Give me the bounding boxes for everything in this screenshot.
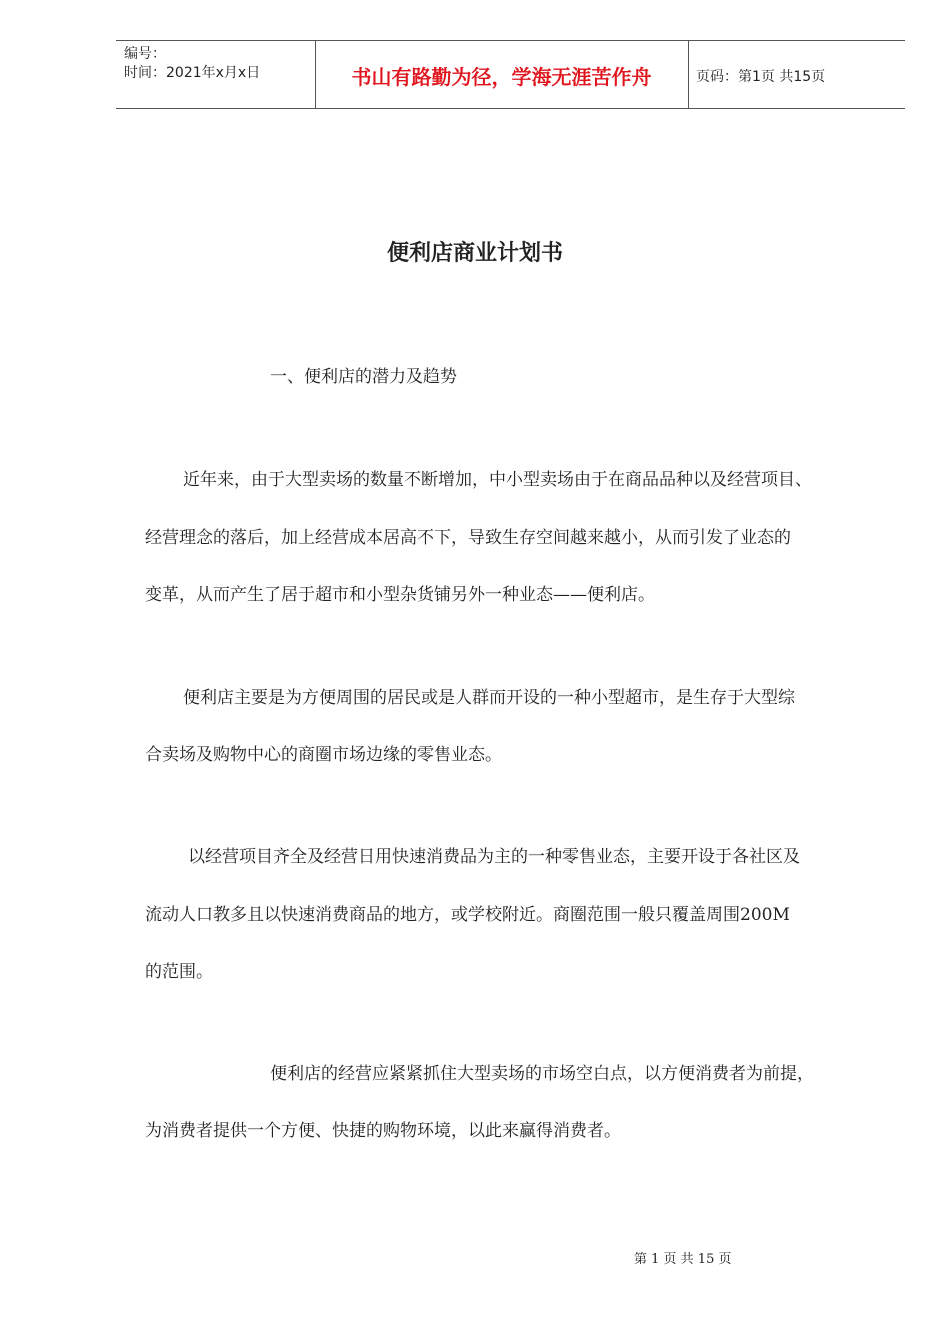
header-motto-cell xyxy=(315,41,689,108)
header-page-cell xyxy=(688,41,905,108)
paragraph-line: 经营理念的落后，加上经营成本居高不下，导致生存空间越来越小，从而引发了业态的 xyxy=(145,528,791,548)
document-header xyxy=(116,40,905,109)
document-title: 便利店商业计划书 xyxy=(386,241,563,266)
paragraph-line: 的范围。 xyxy=(145,962,213,982)
paragraph-line: 便利店的经营应紧紧抓住大型卖场的市场空白点，以方便消费者为前提， xyxy=(270,1064,814,1084)
paragraph-line: 为消费者提供一个方便、快捷的购物环境，以此来赢得消费者。 xyxy=(145,1121,621,1141)
date-label: 时间：2021年x月x日 xyxy=(124,65,261,81)
paragraph-line: 便利店主要是为方便周围的居民或是人群而开设的一种小型超市，是生存于大型综 xyxy=(183,688,795,708)
paragraph-line: 合卖场及购物中心的商圈市场边缘的零售业态。 xyxy=(145,745,502,765)
page-info: 页码：第1页 共15页 xyxy=(696,69,826,85)
number-label: 编号： xyxy=(124,46,166,62)
paragraph-line: 以经营项目齐全及经营日用快速消费品为主的一种零售业态，主要开设于各社区及 xyxy=(188,847,800,867)
paragraph-line: 近年来，由于大型卖场的数量不断增加，中小型卖场由于在商品品种以及经营项目、 xyxy=(183,470,812,490)
page-footer: 第 1 页 共 15 页 xyxy=(634,1252,732,1267)
paragraph-line: 变革，从而产生了居于超市和小型杂货铺另外一种业态——便利店。 xyxy=(145,585,655,605)
motto-text: 书山有路勤为径，学海无涯苦作舟 xyxy=(351,65,652,89)
section-heading: 一、便利店的潜力及趋势 xyxy=(270,367,457,387)
header-meta-cell xyxy=(116,41,316,108)
paragraph-line: 流动人口教多且以快速消费商品的地方，或学校附近。商圈范围一般只覆盖周围200M xyxy=(145,905,790,925)
